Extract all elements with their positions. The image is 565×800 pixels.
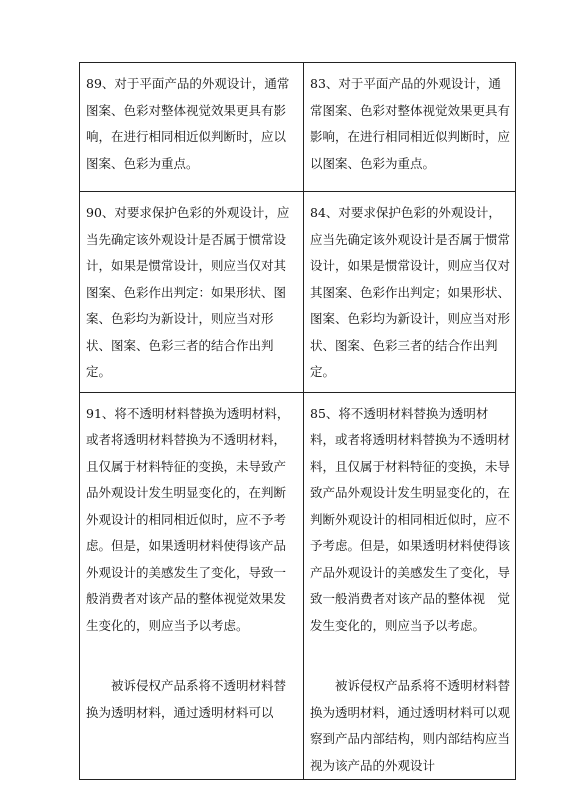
- left-cell-91: [80, 392, 304, 780]
- comparison-table: [79, 62, 516, 780]
- article-89-text: 89、对于平面产品的外观设计，通常图案、色彩对整体视觉效果更具有影响，在进行相同相近似判断时，应以图案、色彩为重点。: [86, 76, 290, 171]
- left-example-text: 被诉侵权产品系将不透明材料替换为透明材料，通过透明材料可以: [86, 678, 287, 720]
- right-cell-83: [304, 63, 516, 192]
- right-cell-84: [304, 192, 516, 393]
- right-example-text: 被诉侵权产品系将不透明材料替换为透明材料，通过透明材料可以观察到产品内部结构，则内部结构应当视为该产品的外观设计: [310, 678, 511, 773]
- table-row: [80, 192, 516, 393]
- article-91-text: 91、将不透明材料替换为透明材料，或者将透明材料替换为不透明材料，且仅属于材料特征的变换，未导致产品外观设计发生明显变化的，在判断外观设计的相同相近似时，应不予考虑。但是，如果透明材料使得该产品外观设计的美感发生了变化，导致一般消费者对该产品的整体视觉效果发生变化的，则应当予以考虑。: [86, 405, 290, 633]
- article-90-text: 90、对要求保护色彩的外观设计，应当先确定该外观设计是否属于惯常设计，如果是惯常设计，则应当仅对其图案、色彩作出判定：如果形状、图案、色彩均为新设计，则应当对形状、图案、色彩三者的结合作出判定。: [86, 205, 290, 379]
- table-row: [80, 63, 516, 192]
- right-cell-85: [304, 392, 516, 780]
- article-85-text: 85、将不透明材料替换为透明材料，或者将透明材料替换为不透明材料，且仅属于材料特征的变换，未导致产品外观设计发生明显变化的，在判断外观设计的相同相近似时，应不予考虑。但是，如果透明材料使得该产品外观设计的美感发生了变化，导致一般消费者对该产品的整体视 觉发生变化的，则应当予以考虑。: [310, 405, 511, 633]
- article-83-text: 83、对于平面产品的外观设计，通常图案、色彩对整体视觉效果更具有影响，在进行相同相近似判断时，应以图案、色彩为重点。: [310, 76, 511, 171]
- article-84-text: 84、对要求保护色彩的外观设计，应当先确定该外观设计是否属于惯常设计，如果是惯常设计，则应当仅对其图案、色彩作出判定；如果形状、图案、色彩均为新设计，则应当对形状、图案、色彩三者的结合作出判定。: [310, 205, 511, 379]
- left-cell-89: [80, 63, 304, 192]
- table-row: [80, 392, 516, 780]
- left-cell-90: [80, 192, 304, 393]
